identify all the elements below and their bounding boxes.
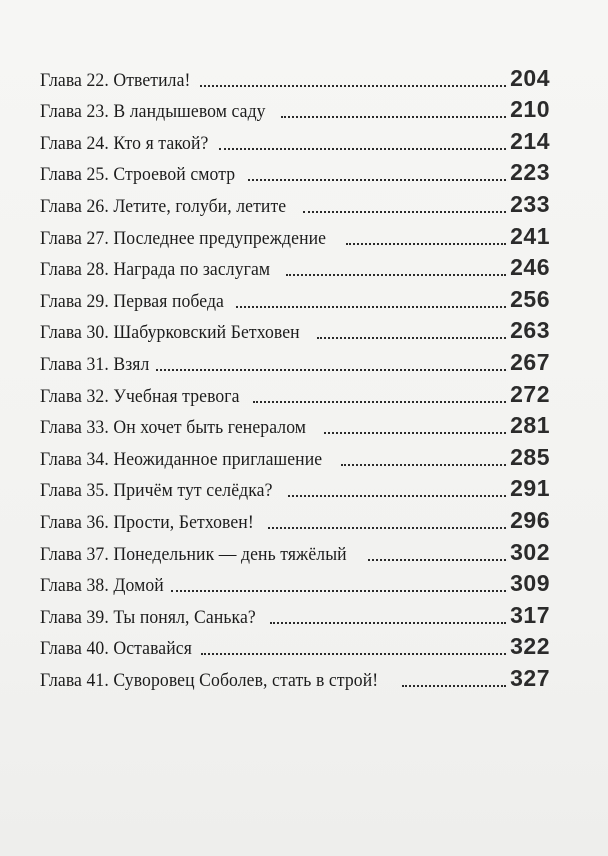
toc-entry bbox=[40, 471, 550, 503]
toc-entry bbox=[40, 92, 550, 124]
page-number: 302 bbox=[510, 538, 550, 565]
toc-entry bbox=[40, 123, 550, 155]
chapter-title: Глава 23. В ландышевом саду bbox=[40, 101, 266, 123]
chapter-title: Глава 37. Понедельник — день тяжёлый bbox=[40, 543, 347, 565]
chapter-title: Глава 26. Летите, голуби, летите bbox=[40, 195, 287, 217]
dot-leader bbox=[236, 306, 506, 308]
page-number: 223 bbox=[510, 159, 550, 186]
page-number: 291 bbox=[510, 475, 550, 502]
chapter-title: Глава 35. Причём тут селёдка? bbox=[40, 480, 273, 502]
dot-leader bbox=[324, 432, 506, 434]
dot-leader bbox=[248, 179, 506, 181]
dot-leader bbox=[288, 495, 506, 497]
toc-entry bbox=[40, 376, 550, 408]
chapter-title: Глава 33. Он хочет быть генералом bbox=[40, 417, 307, 439]
toc-entry bbox=[40, 281, 550, 313]
chapter-title: Глава 30. Шабурковский Бетховен bbox=[40, 322, 300, 344]
toc-entry bbox=[40, 155, 550, 187]
toc-entry bbox=[40, 186, 550, 218]
page-number: 246 bbox=[510, 254, 550, 281]
dot-leader bbox=[171, 590, 506, 592]
chapter-title: Глава 39. Ты понял, Санька? bbox=[40, 606, 256, 628]
chapter-title: Глава 28. Награда по заслугам bbox=[40, 259, 271, 281]
toc-entry bbox=[40, 313, 550, 345]
toc-entry bbox=[40, 629, 550, 661]
chapter-title: Глава 24. Кто я такой? bbox=[40, 132, 209, 154]
page-number: 285 bbox=[510, 443, 550, 470]
page-number: 327 bbox=[510, 664, 550, 691]
dot-leader bbox=[281, 116, 507, 118]
page-number: 281 bbox=[510, 412, 550, 439]
toc-entry bbox=[40, 534, 550, 566]
dot-leader bbox=[303, 211, 506, 213]
toc-entry bbox=[40, 344, 550, 376]
chapter-title: Глава 22. Ответила! bbox=[40, 69, 191, 91]
toc-entry bbox=[40, 439, 550, 471]
page-number: 210 bbox=[510, 96, 550, 123]
dot-leader bbox=[201, 653, 506, 655]
dot-leader bbox=[346, 243, 506, 245]
dot-leader bbox=[368, 559, 506, 561]
page-number: 256 bbox=[510, 285, 550, 312]
page-number: 296 bbox=[510, 506, 550, 533]
toc-entry bbox=[40, 250, 550, 282]
page-number: 272 bbox=[510, 380, 550, 407]
chapter-title: Глава 31. Взял bbox=[40, 353, 150, 375]
toc-entry bbox=[40, 408, 550, 440]
dot-leader bbox=[219, 148, 506, 150]
page-number: 322 bbox=[510, 633, 550, 660]
chapter-title: Глава 36. Прости, Бетховен! bbox=[40, 511, 254, 533]
toc-entry bbox=[40, 218, 550, 250]
dot-leader bbox=[402, 685, 506, 687]
page-number: 309 bbox=[510, 570, 550, 597]
dot-leader bbox=[200, 85, 506, 87]
toc-entry bbox=[40, 660, 550, 692]
chapter-title: Глава 32. Учебная тревога bbox=[40, 385, 240, 407]
page-number: 241 bbox=[510, 222, 550, 249]
dot-leader bbox=[156, 369, 506, 371]
page-number: 214 bbox=[510, 127, 550, 154]
chapter-title: Глава 34. Неожиданное приглашение bbox=[40, 448, 323, 470]
toc-entry bbox=[40, 566, 550, 598]
chapter-title: Глава 27. Последнее предупреждение bbox=[40, 227, 327, 249]
toc-entry bbox=[40, 502, 550, 534]
dot-leader bbox=[286, 274, 507, 276]
chapter-title: Глава 41. Суворовец Соболев, стать в строй! bbox=[40, 669, 379, 691]
dot-leader bbox=[341, 464, 506, 466]
page-number: 267 bbox=[510, 348, 550, 375]
page-number: 204 bbox=[510, 64, 550, 91]
page-number: 233 bbox=[510, 190, 550, 217]
table-of-contents bbox=[40, 60, 550, 692]
chapter-title: Глава 29. Первая победа bbox=[40, 290, 224, 312]
toc-entry bbox=[40, 60, 550, 92]
dot-leader bbox=[270, 622, 506, 624]
chapter-title: Глава 40. Оставайся bbox=[40, 638, 192, 660]
page-number: 263 bbox=[510, 317, 550, 344]
chapter-title: Глава 38. Домой bbox=[40, 575, 164, 597]
page-number: 317 bbox=[510, 601, 550, 628]
dot-leader bbox=[268, 527, 506, 529]
chapter-title: Глава 25. Строевой смотр bbox=[40, 164, 236, 186]
dot-leader bbox=[253, 401, 507, 403]
dot-leader bbox=[317, 337, 506, 339]
toc-entry bbox=[40, 597, 550, 629]
